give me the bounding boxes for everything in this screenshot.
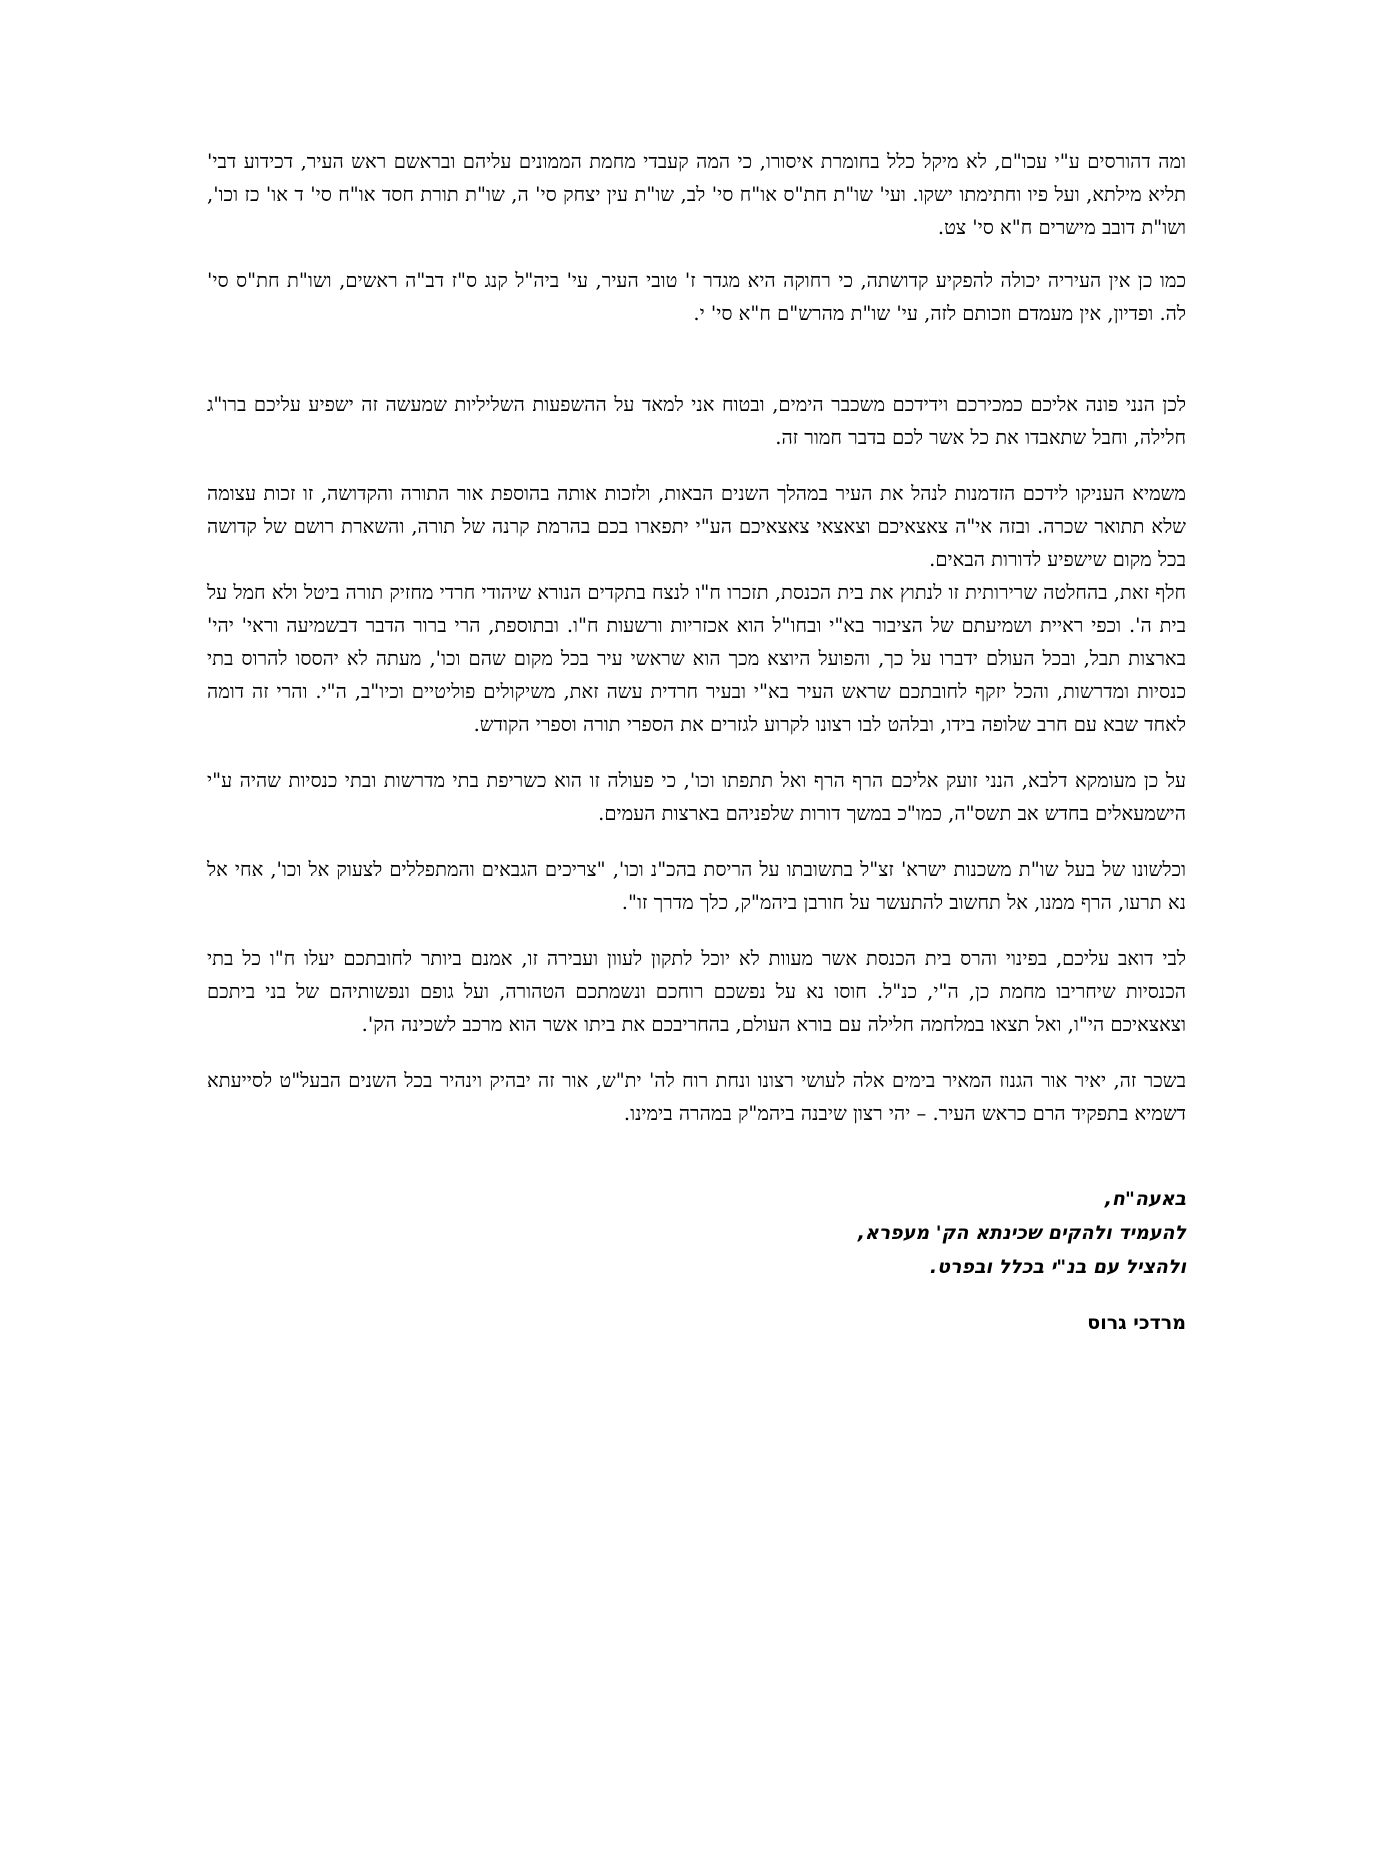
- paragraph-municipality-authority: כמו כן אין העיריה יכולה להפקיע קדושתה, כי רחוקה היא מגדר ז' טובי העיר, עי' ביה"ל קנג ס"ז דב"ה ראשים, ושו"ת חת"ס סי' לה. ופדיון, אין מעמדם וזכותם לזה, עי' שו"ת מהרש"ם ח"א סי' י.: [207, 269, 1186, 325]
- signature-name: מרדכי גרוס: [1087, 1312, 1186, 1334]
- signoff-line: באעה"ח,: [1104, 1188, 1186, 1210]
- paragraph-blessing: בשכר זה, יאיר אור הגנוז המאיר בימים אלה לעושי רצונו ונחת רוח לה' ית"ש, אור זה יבהיק וינהיר בכל השנים הבעל"ט לסייעתא דשמיא בתפקיד הרם כראש העיר. – יהי רצון שיבנה ביהמ"ק במהרה בימינו.: [207, 1069, 1186, 1125]
- paragraph-outcry: על כן מעומקא דלבא, הנני זועק אליכם הרף הרף ואל תתפתו וכו', כי פעולה זו הוא כשריפת בתי מדרשות ובתי כנסיות שהיה ע"י הישמעאלים בחדש אב תשס"ה, כמו"כ במשך דורות שלפניהם בארצות העמים.: [207, 769, 1186, 825]
- paragraph-personal-appeal: לכן הנני פונה אליכם כמכירכם וידידכם משכבר הימים, ובטוח אני למאד על ההשפעות השליליות שמעשה זה ישפיע עליכם ברו"ג חלילה, וחבל שתאבדו את כל אשר לכם בדבר חמור זה.: [207, 393, 1186, 449]
- paragraph-opportunity: משמיא העניקו לידכם הזדמנות לנהל את העיר במהלך השנים הבאות, ולזכות אותה בהוספת אור התורה והקדושה, זו זכות עצומה שלא תתואר שכרה. ובזה אי"ה צאצאיכם וצאצאי צאצאיכם הע"י יתפארו בכם בהרמת קרנה של תורה, והשארת רושם של קדושה בכל מקום שישפיע לדורות הבאים.: [207, 482, 1186, 571]
- paragraph-halachic-sources: ומה דהורסים ע"י עכו"ם, לא מיקל כלל בחומרת איסורו, כי המה קעבדי מחמת הממונים עליהם ובראשם ראש העיר, דכידוע דבי' תליא מילתא, ועל פיו וחתימתו ישקו. ועי' שו"ת חת"ס או"ח סי' לב, שו"ת עין יצחק סי' ה, שו"ת תורת חסד או"ח סי' ד או' כז וכו', ושו"ת דובב מישרים ח"א סי' צט.: [207, 150, 1186, 239]
- signoff-line: להעמיד ולהקים שכינתא הק' מעפרא,: [857, 1222, 1186, 1244]
- signoff-line: ולהציל עם בנ"י בכלל ובפרט.: [929, 1256, 1186, 1278]
- letter-signoff: [207, 1182, 1186, 1284]
- paragraph-quotation: וכלשונו של בעל שו"ת משכנות ישרא' זצ"ל בתשובתו על הריסת בהכ"נ וכו', "צריכים הגבאים והמתפללים לצעוק אל וכו', אחי אל נא תרעו, הרף ממנו, אל תחשוב להתעשר על חורבן ביהמ"ק, כלך מדרך זו".: [207, 858, 1186, 914]
- paragraph-grief: לבי דואב עליכם, בפינוי והרס בית הכנסת אשר מעוות לא יוכל לתקון לעוון ועבירה זו, אמנם ביותר לחובתכם יעלו ח"ו כל בתי הכנסיות שיחריבו מחמת כן, ה"י, כנ"ל. חוסו נא על נפשכם רוחכם ונשמתכם הטהורה, ועל גופם ונפשותיהם של בני ביתכם וצאצאיכם הי"ו, ואל תצאו במלחמה חלילה עם בורא העולם, בהחריבכם את ביתו אשר הוא מרכב לשכינה הק'.: [207, 947, 1186, 1036]
- paragraph-consequences: חלף זאת, בהחלטה שרירותית זו לנתוץ את בית הכנסת, תזכרו ח"ו לנצח בתקדים הנורא שיהודי חרדי מחזיק תורה ביטל ולא חמל על בית ה'. וכפי ראיית ושמיעתם של הציבור בא"י ובחו"ל הוא אכזריות ורשעות ח"ו. ובתוספת, הרי ברור הדבר דבשמיעה וראי' יהי' בארצות תבל, ובכל העולם ידברו על כך, והפועל היוצא מכך הוא שראשי עיר בכל מקום שהם וכו', מעתה לא יהססו להרוס בתי כנסיות ומדרשות, והכל יזקף לחובתכם שראש העיר בא"י ובעיר חרדית עשה זאת, משיקולים פוליטיים וכיו"ב, ה"י. והרי זה דומה לאחד שבא עם חרב שלופה בידו, ובלהט לבו רצונו לקרוע לגזרים את הספרי תורה וספרי הקודש.: [207, 581, 1186, 736]
